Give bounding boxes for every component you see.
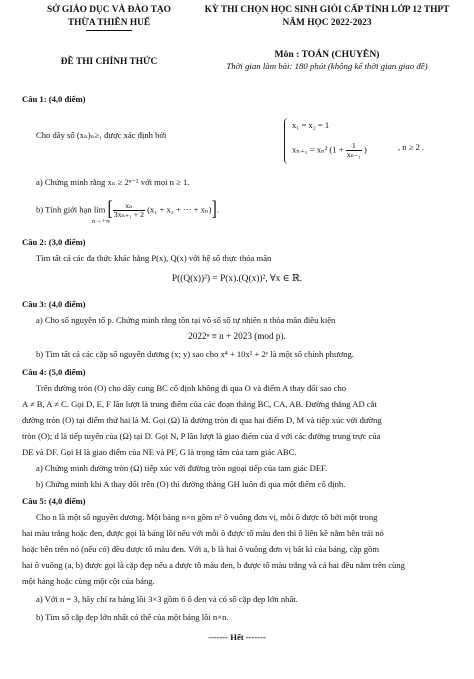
q1-condition: , n ≥ 2 . [398,142,425,152]
q5-part-b: b) Tìm số cặp đẹp lớn nhất có thể của một bảng lồi n×n. [36,612,229,622]
exam-header [192,4,462,29]
department-name: SỞ GIÁO DỤC VÀ ĐÀO TẠO [47,5,171,15]
end-marker: ------- Hết ------- [208,632,266,642]
q1-b-open-bracket: [ [107,198,113,221]
province-name: THỪA THIÊN HUẾ [67,17,151,28]
q1-system-line2 [292,142,367,159]
q1-b-prefix: b) Tính giới hạn lim [36,204,106,215]
q1-intro: Cho dãy số (xₙ)ₙ≥₁ được xác định bởi [36,130,167,140]
q5-line4: hai ô vuông (a, b) được gọi là cặp đẹp nếu a được tô màu đen, b được tô màu trắng và cả hai đều nằm trên cùng [22,560,405,570]
q1-sys2-den: xₙ₋₁ [346,149,361,159]
q4-title: Câu 4: (5,0 điểm) [22,367,86,377]
q4-part-b: b) Chứng minh khi A thay đổi trên (O) thì đường thẳng GH luôn đi qua một điểm cố định. [36,479,346,489]
q5-line2: hai màu trắng hoặc đen, được gọi là bảng lồi nếu với mỗi ô được tô màu đen thì ô liền kề nằm bên trái nó [22,528,384,538]
q4-line5: DE và DF. Gọi H là giao điểm của NE và PF, G là trọng tâm của tam giác ABC. [22,447,297,457]
q2-text: Tìm tất cả các đa thức khác hằng P(x), Q(x) với hệ số thực thỏa mãn [36,253,272,263]
q5-line1: Cho n là một số nguyên dương. Một bảng n×n gồm n² ô vuông đơn vị, mỗi ô được tô bởi một trong [36,512,378,522]
q1-b-num: xₙ [113,202,145,211]
q3-part-b: b) Tìm tất cả các cặp số nguyên dương (x; y) sao cho x⁴ + 10x² + 2ʸ là một số chính phương. [36,349,354,359]
exam-name: KỲ THI CHỌN HỌC SINH GIỎI CẤP TỈNH LỚP 12 THPT [204,5,450,15]
q4-line3: đường tròn (O) tại điểm thứ hai là M. Gọi (Ω) là đường tròn đi qua hai điểm D, M và tiếp xúc với đường [22,415,382,425]
q1-lim-subscript: n→+∞ [92,218,111,225]
department-header [26,4,192,31]
subject-title: Môn : TOÁN (CHUYÊN) [274,49,380,60]
school-year: NĂM HỌC 2022-2023 [282,17,372,28]
q2-formula: P((Q(x))²) = P(x).(Q(x))², ∀x ∈ ℝ. [171,274,303,284]
q4-line1: Trên đường tròn (O) cho dây cung BC cố định không đi qua O và điểm A thay đổi sao cho [36,383,347,393]
q1-system-line1: x₁ = x₂ = 1 [292,120,330,130]
q1-sys2-num: 1 [346,142,362,151]
q5-line5: một hàng hoặc cùng một cột của bảng. [22,576,155,586]
duration-note: Thời gian làm bài: 180 phút (không kể thời gian giao đề) [226,61,428,71]
q3-a-formula: 2022ⁿ ≡ n + 2023 (mod p). [188,331,286,341]
q1-sys2-part2: ) [364,144,367,155]
q1-b-den: 3xₙ₊₁ + 2 [113,209,144,219]
q5-part-a: a) Với n = 3, hãy chỉ ra bảng lồi 3×3 gồm 6 ô đen và có số cặp đẹp lớn nhất. [36,594,298,604]
q1-part-b: b) Tính giới hạn lim [ $\frac{\text{xₙ}}{\text{3xₙ₊₁ + 2}}$ (x₁ + x₂ + ··· + xₙ)]. [36,198,219,221]
q1-sys2-part1: xₙ₊₁ = xₙ² (1 + [292,144,344,155]
q4-line4: tròn (O); d là tiếp tuyến của (Ω) tại D. Gọi N, P lần lượt là giao điểm của d với các đường trung trực của [22,431,381,441]
q5-line3: hoặc bên trên nó (nếu có) đều được tô màu đen. Với a, b là hai ô vuông đơn vị bất kì của bảng, cặp gồm [22,544,380,554]
q1-b-fraction [113,202,145,219]
q1-part-a: a) Chứng minh rằng xₙ ≥ 2ⁿ⁻² với mọi n ≥ 1. [36,177,190,187]
q1-b-sum: (x₁ + x₂ + ··· + xₙ) [147,204,212,215]
official-exam-label: ĐỀ THI CHÍNH THỨC [60,57,158,67]
q3-part-a: a) Cho số nguyên tố p. Chứng minh rằng tồn tại vô số số tự nhiên n thỏa mãn điều kiện [36,315,336,325]
q5-title: Câu 5: (4,0 điểm) [22,496,86,506]
q4-line2: A ≠ B, A ≠ C. Gọi D, E, F lần lượt là trung điểm của các đoạn thẳng BC, CA, AB. Đường thẳng AD cắt [22,399,377,409]
q1-b-close-bracket: ] [211,198,217,221]
q3-title: Câu 3: (4,0 điểm) [22,299,86,309]
q1-sys2-fraction [346,142,362,159]
q2-title: Câu 2: (3,0 điểm) [22,237,86,247]
header-underline [86,30,132,31]
q1-title: Câu 1: (4,0 điểm) [22,94,86,104]
q4-part-a: a) Chứng minh đường tròn (Ω) tiếp xúc với đường tròn ngoại tiếp của tam giác DEF. [36,463,328,473]
q1-system-brace [284,118,291,164]
